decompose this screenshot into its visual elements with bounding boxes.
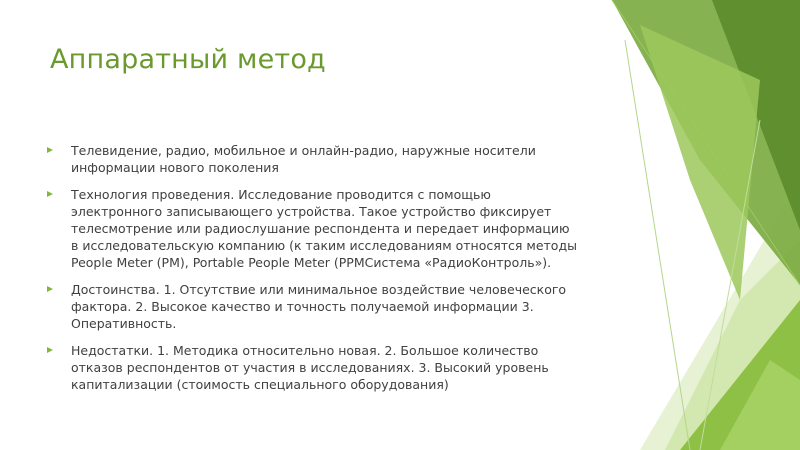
bullet-item [46, 142, 616, 176]
bullet-arrow-icon [46, 284, 55, 293]
bullet-arrow-icon [46, 189, 55, 198]
bullet-item [46, 342, 616, 393]
bullet-text: Достоинства. 1. Отсутствие или минимальное воздействие человеческого фактора. 2. Высокое качество и точность получаемой информации 3. Оперативность. [71, 282, 567, 331]
slide-title: Аппаратный метод [50, 44, 326, 75]
bullet-text: Недостатки. 1. Методика относительно новая. 2. Большое количество отказов респондентов от участия в исследованиях. 3. Высокий уровень капитализации (стоимость специального оборудования) [71, 343, 549, 392]
bullet-arrow-icon [46, 145, 55, 154]
bullet-item [46, 186, 616, 271]
bullet-text: Телевидение, радио, мобильное и онлайн-радио, наружные носители информации нового поколения [71, 143, 536, 175]
bullet-arrow-icon [46, 345, 55, 354]
bullet-list [46, 142, 616, 403]
bullet-text: Технология проведения. Исследование проводится с помощью электронного записывающего устройства. Такое устройство фиксирует телесмотрение или радиослушание респондента и передает информацию в исследовательскую компанию (к таким исследованиям относятся методы People Meter (PM), Portable People Meter (PPMСистема «РадиоКонтроль»). [71, 187, 577, 270]
bullet-item [46, 281, 616, 332]
